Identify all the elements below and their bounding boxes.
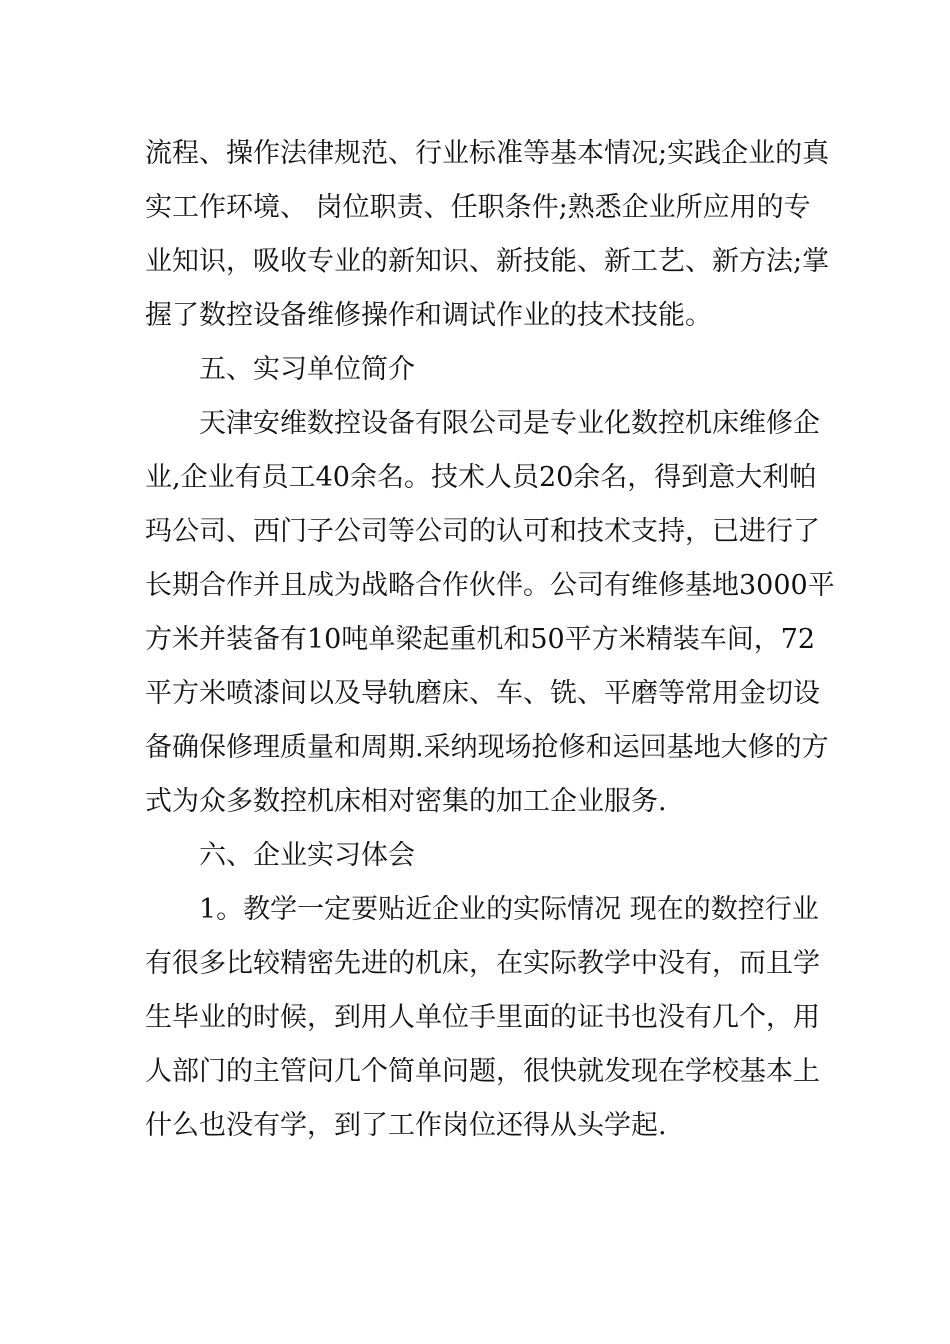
text-line: 有很多比较精密先进的机床，在实际教学中没有，而且学 — [145, 948, 820, 979]
text-line: 长期合作并且成为战略合作伙伴。公司有维修基地3000平 — [145, 570, 835, 601]
text-line: 备确保修理质量和周期.采纳现场抢修和运回基地大修的方 — [145, 732, 829, 763]
section-heading-6: 六、企业实习体会 — [199, 840, 415, 871]
text-line: 方米并装备有10吨单梁起重机和50平方米精装车间，72 — [145, 624, 816, 655]
text-line: 玛公司、西门子公司等公司的认可和技术支持，已进行了 — [145, 516, 820, 547]
text-line: 式为众多数控机床相对密集的加工企业服务. — [145, 786, 667, 817]
text-line: 平方米喷漆间以及导轨磨床、车、铣、平磨等常用金切设 — [145, 678, 820, 709]
text-line: 天津安维数控设备有限公司是专业化数控机床维修企 — [199, 408, 820, 439]
text-line: 业知识，吸收专业的新知识、新技能、新工艺、新方法;掌 — [145, 246, 830, 277]
text-line: 生毕业的时候，到用人单位手里面的证书也没有几个，用 — [145, 1002, 820, 1033]
section-heading-5: 五、实习单位简介 — [199, 354, 415, 385]
text-line: 1。教学一定要贴近企业的实际情况 现在的数控行业 — [199, 894, 819, 925]
text-line: 什么也没有学，到了工作岗位还得从头学起. — [145, 1110, 667, 1141]
text-line: 业,企业有员工40余名。技术人员20余名，得到意大利帕 — [145, 462, 817, 493]
text-line: 流程、操作法律规范、行业标准等基本情况;实践企业的真 — [145, 138, 830, 169]
text-line: 实工作环境、 岗位职责、任职条件;熟悉企业所应用的专 — [145, 192, 811, 223]
document-body — [145, 127, 835, 1153]
text-line: 人部门的主管问几个简单问题，很快就发现在学校基本上 — [145, 1056, 820, 1087]
text-line: 握了数控设备维修操作和调试作业的技术技能。 — [145, 300, 712, 331]
